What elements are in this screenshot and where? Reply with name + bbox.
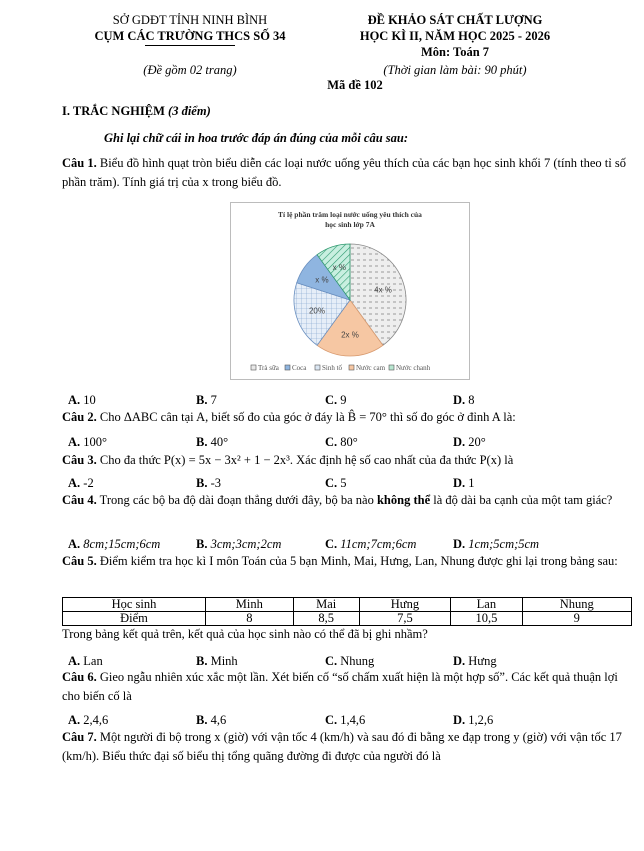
option-text: 1,2,6 <box>468 713 494 727</box>
q4-option-c[interactable] <box>325 537 416 552</box>
question-label: Câu 5. <box>62 554 97 568</box>
option-text: 8 <box>468 393 475 407</box>
option-letter: D. <box>453 435 466 449</box>
table-cell: Mai <box>293 598 359 612</box>
q4-option-b[interactable] <box>196 537 281 552</box>
question-text-post: là độ dài ba cạnh của một tam giác? <box>430 493 613 507</box>
legend-swatch-nuoc-cam <box>349 365 354 370</box>
option-text: 7 <box>210 393 217 407</box>
section-points: (3 điểm) <box>168 104 211 118</box>
option-letter: B. <box>196 654 208 668</box>
table-cell: 10,5 <box>451 612 522 626</box>
option-text: 8cm;15cm;6cm <box>83 537 161 551</box>
q1-option-a[interactable] <box>68 393 96 408</box>
q1-option-c[interactable] <box>325 393 347 408</box>
question-1 <box>62 154 634 192</box>
option-letter: D. <box>453 713 466 727</box>
option-text: 1cm;5cm;5cm <box>468 537 540 551</box>
option-text: 1,4,6 <box>340 713 366 727</box>
exam-code: Mã đề 102 <box>327 78 383 92</box>
option-text: Nhung <box>340 654 375 668</box>
q5-option-c[interactable] <box>325 654 374 669</box>
header-page-note: (Đề gồm 02 trang) <box>143 63 237 77</box>
option-letter: A. <box>68 435 81 449</box>
q5-option-d[interactable] <box>453 654 497 669</box>
question-6 <box>62 668 634 706</box>
option-letter: C. <box>325 476 338 490</box>
question-3 <box>62 451 634 470</box>
header-underline <box>145 45 235 46</box>
legend-swatch-tra-sua <box>251 365 256 370</box>
table-cell: Nhung <box>522 598 631 612</box>
question-label: Câu 6. <box>62 670 97 684</box>
option-letter: C. <box>325 393 338 407</box>
legend-swatch-nuoc-chanh <box>389 365 394 370</box>
chart-legend <box>251 364 431 372</box>
pie-label-nuoc-chanh: x % <box>332 262 346 272</box>
legend-label-sinh-to: Sinh tố <box>322 364 343 372</box>
question-text: Biểu đồ hình quạt tròn biểu diễn các loại nước uống yêu thích của các bạn học sinh khối 7 (tính theo tỉ số phần trăm). Tính giá trị của x trong biểu đồ. <box>62 156 626 189</box>
option-letter: D. <box>453 654 466 668</box>
legend-label-nuoc-cam: Nước cam <box>356 364 386 372</box>
option-letter: C. <box>325 435 338 449</box>
option-letter: D. <box>453 393 466 407</box>
question-5 <box>62 552 634 571</box>
header-subject: Môn: Toán 7 <box>420 45 490 59</box>
option-text: Hưng <box>468 654 497 668</box>
option-text: Minh <box>210 654 238 668</box>
header-right-line2: HỌC KÌ II, NĂM HỌC 2025 - 2026 <box>359 29 551 43</box>
pie-label-nuoc-cam: 2x % <box>341 330 359 340</box>
option-letter: A. <box>68 476 81 490</box>
legend-label-tra-sua: Trà sữa <box>258 364 279 372</box>
chart-title-line1: Tỉ lệ phần trăm loại nước uống yêu thích của <box>278 210 422 219</box>
q2-option-b[interactable] <box>196 435 228 450</box>
q5-option-a[interactable] <box>68 654 103 669</box>
question-text: Một người đi bộ trong x (giờ) với vận tốc 4 (km/h) và sau đó đi bằng xe đạp trong y (giờ) với vận tốc 17 (km/h). Biểu thức đại số biểu thị tổng quãng đường đi được của người đó là <box>62 730 622 763</box>
legend-label-nuoc-chanh: Nước chanh <box>396 364 431 372</box>
pie-label-tra-sua: 4x % <box>374 285 392 295</box>
q4-option-d[interactable] <box>453 537 539 552</box>
question-label: Câu 4. <box>62 493 97 507</box>
score-table <box>62 597 632 626</box>
option-text: -3 <box>210 476 222 490</box>
table-cell: 8 <box>205 612 293 626</box>
pie-chart-svg <box>231 203 469 379</box>
question-label: Câu 2. <box>62 410 97 424</box>
question-label: Câu 3. <box>62 453 97 467</box>
option-text: 5 <box>340 476 347 490</box>
question-label: Câu 7. <box>62 730 97 744</box>
option-text: 40° <box>210 435 229 449</box>
option-text: 2,4,6 <box>83 713 109 727</box>
table-cell: 9 <box>522 612 631 626</box>
option-text: 9 <box>340 393 347 407</box>
chart-title-line2: học sinh lớp 7A <box>325 220 375 229</box>
header-time-note: (Thời gian làm bài: 90 phút) <box>383 63 527 77</box>
question-text-pre: Trong các bộ ba độ dài đoạn thẳng dưới đây, bộ ba nào <box>99 493 377 507</box>
option-letter: C. <box>325 654 338 668</box>
table-header-cell: Điểm <box>63 612 206 626</box>
q2-option-d[interactable] <box>453 435 486 450</box>
table-cell: Lan <box>451 598 522 612</box>
table-cell: 7,5 <box>359 612 451 626</box>
pie-chart <box>230 202 470 380</box>
option-text: 10 <box>83 393 96 407</box>
table-row <box>63 612 632 626</box>
option-letter: D. <box>453 476 466 490</box>
q6-option-d[interactable] <box>453 713 493 728</box>
legend-swatch-coca <box>285 365 290 370</box>
question-text: Cho ΔABC cân tại A, biết số đo của góc ở đáy là B̂ = 70° thì số đo góc ở đỉnh A là: <box>99 410 516 424</box>
question-text: Gieo ngẫu nhiên xúc xắc một lần. Xét biến cố “số chấm xuất hiện là một hợp số”. Các kết quả thuận lợi cho biến cố là <box>62 670 618 703</box>
option-letter: C. <box>325 713 338 727</box>
q3-option-d[interactable] <box>453 476 475 491</box>
pie-label-sinh-to: 20% <box>308 306 325 316</box>
question-text-emphasis: không thể <box>376 493 431 507</box>
option-letter: A. <box>68 537 81 551</box>
question-7 <box>62 728 634 766</box>
option-letter: B. <box>196 537 208 551</box>
option-text: 3cm;3cm;2cm <box>210 537 282 551</box>
question-label: Câu 1. <box>62 156 97 170</box>
table-row <box>63 598 632 612</box>
q2-option-a[interactable] <box>68 435 107 450</box>
header-right-line1: ĐỀ KHẢO SÁT CHẤT LƯỢNG <box>367 13 543 27</box>
option-letter: A. <box>68 393 81 407</box>
table-cell: Minh <box>205 598 293 612</box>
section-instruction: Ghi lại chữ cái in hoa trước đáp án đúng của mỗi câu sau: <box>104 131 409 145</box>
option-text: 1 <box>468 476 475 490</box>
question-4 <box>62 491 634 510</box>
q2-option-c[interactable] <box>325 435 358 450</box>
option-letter: B. <box>196 435 208 449</box>
legend-swatch-sinh-to <box>315 365 320 370</box>
q3-option-b[interactable] <box>196 476 221 491</box>
header-left-line1: SỞ GDĐT TỈNH NINH BÌNH <box>112 13 268 27</box>
option-letter: B. <box>196 713 208 727</box>
table-cell: Hưng <box>359 598 451 612</box>
option-letter: A. <box>68 654 81 668</box>
header-left-line2: CỤM CÁC TRƯỜNG THCS SỐ 34 <box>94 29 286 43</box>
option-letter: B. <box>196 476 208 490</box>
section-title <box>62 104 211 119</box>
option-text: 20° <box>468 435 486 449</box>
option-letter: C. <box>325 537 338 551</box>
q1-option-d[interactable] <box>453 393 475 408</box>
q6-option-a[interactable] <box>68 713 108 728</box>
option-letter: A. <box>68 713 81 727</box>
section-title-text: I. TRẮC NGHIỆM <box>62 104 165 118</box>
option-letter: B. <box>196 393 208 407</box>
q4-option-a[interactable] <box>68 537 160 552</box>
option-text: Lan <box>83 654 103 668</box>
q6-option-b[interactable] <box>196 713 226 728</box>
q6-option-c[interactable] <box>325 713 365 728</box>
q1-option-b[interactable] <box>196 393 217 408</box>
table-header-cell: Học sinh <box>63 598 206 612</box>
legend-label-coca: Coca <box>292 364 307 372</box>
question-5-followup: Trong bảng kết quả trên, kết quả của học sinh nào có thể đã bị ghi nhầm? <box>62 627 428 641</box>
option-text: 80° <box>340 435 358 449</box>
option-text: 11cm;7cm;6cm <box>340 537 417 551</box>
option-text: 100° <box>83 435 108 449</box>
question-2 <box>62 408 634 427</box>
q3-option-c[interactable] <box>325 476 347 491</box>
option-text: -2 <box>83 476 94 490</box>
table-cell: 8,5 <box>293 612 359 626</box>
q5-option-b[interactable] <box>196 654 238 669</box>
question-text: Điểm kiểm tra học kì I môn Toán của 5 bạn Minh, Mai, Hưng, Lan, Nhung được ghi lại trong bảng sau: <box>99 554 618 568</box>
option-text: 4,6 <box>210 713 227 727</box>
q3-option-a[interactable] <box>68 476 94 491</box>
question-text: Cho đa thức P(x) = 5x − 3x² + 1 − 2x³. Xác định hệ số cao nhất của đa thức P(x) là <box>99 453 514 467</box>
option-letter: D. <box>453 537 466 551</box>
pie-label-coca: x % <box>315 275 329 285</box>
